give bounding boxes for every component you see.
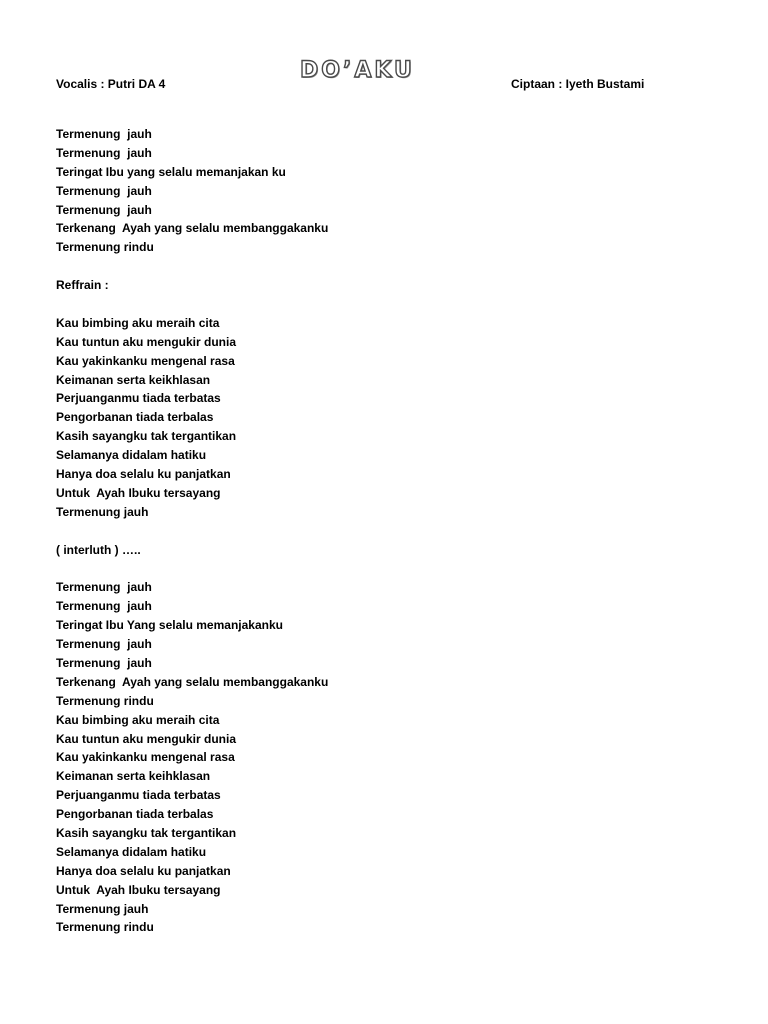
- refrain-line: Kau yakinkanku mengenal rasa: [56, 750, 235, 765]
- verse-line: Terkenang Ayah yang selalu membanggakanku: [56, 221, 329, 236]
- verse-line: Termenung rindu: [56, 693, 154, 708]
- verse-line: Terkenang Ayah yang selalu membanggakanku: [56, 674, 329, 689]
- verse-line: Termenung jauh: [56, 580, 152, 595]
- refrain-line: Kau bimbing aku meraih cita: [56, 712, 220, 727]
- refrain-line: Kau tuntun aku mengukir dunia: [56, 731, 237, 746]
- refrain-line: Termenung rindu: [56, 920, 154, 935]
- verse-line: Termenung rindu: [56, 240, 154, 255]
- refrain-label: Reffrain :: [56, 278, 109, 293]
- verse-line: Termenung jauh: [56, 599, 152, 614]
- verse-line: Termenung jauh: [56, 655, 152, 670]
- blank-line: [56, 257, 736, 276]
- refrain-line: Termenung jauh: [56, 901, 149, 916]
- refrain-line: Perjuanganmu tiada terbatas: [56, 391, 221, 406]
- verse-line: Termenung jauh: [56, 127, 152, 141]
- verse-line: Teringat Ibu yang selalu memanjakan ku: [56, 164, 286, 179]
- refrain-line: Hanya doa selalu ku panjatkan: [56, 467, 231, 482]
- refrain-line: Keimanan serta keikhlasan: [56, 372, 211, 387]
- vocalist-credit: Vocalis : Putri DA 4: [56, 77, 166, 91]
- song-title: DO’AKU: [300, 58, 415, 83]
- refrain-line: Kasih sayangku tak tergantikan: [56, 429, 237, 444]
- refrain-line: Perjuanganmu tiada terbatas: [56, 788, 221, 803]
- refrain-line: Pengorbanan tiada terbalas: [56, 807, 214, 822]
- verse-line: Termenung jauh: [56, 202, 152, 217]
- blank-line: [56, 295, 736, 314]
- refrain-line: Untuk Ayah Ibuku tersayang: [56, 882, 221, 897]
- lyrics-body: [56, 125, 736, 937]
- refrain-line: Keimanan serta keihklasan: [56, 769, 211, 784]
- verse-line: Termenung jauh: [56, 183, 152, 198]
- refrain-line: Kau tuntun aku mengukir dunia: [56, 334, 237, 349]
- refrain-line: Kau yakinkanku mengenal rasa: [56, 353, 235, 368]
- refrain-line: Selamanya didalam hatiku: [56, 448, 207, 463]
- verse-line: Teringat Ibu Yang selalu memanjakanku: [56, 618, 283, 633]
- refrain-line: Selamanya didalam hatiku: [56, 844, 207, 859]
- composer-credit: Ciptaan : Iyeth Bustami: [511, 77, 645, 91]
- refrain-line: Untuk Ayah Ibuku tersayang: [56, 485, 221, 500]
- refrain-line: Kasih sayangku tak tergantikan: [56, 825, 237, 840]
- refrain-line: Termenung jauh: [56, 504, 149, 519]
- refrain-line: Pengorbanan tiada terbalas: [56, 410, 214, 425]
- refrain-line: Kau bimbing aku meraih cita: [56, 315, 220, 330]
- interlude-label: ( interluth ) …..: [56, 542, 141, 557]
- verse-line: Termenung jauh: [56, 145, 152, 160]
- blank-line: [56, 559, 736, 578]
- blank-line: [56, 522, 736, 541]
- verse-line: Termenung jauh: [56, 637, 152, 652]
- refrain-line: Hanya doa selalu ku panjatkan: [56, 863, 231, 878]
